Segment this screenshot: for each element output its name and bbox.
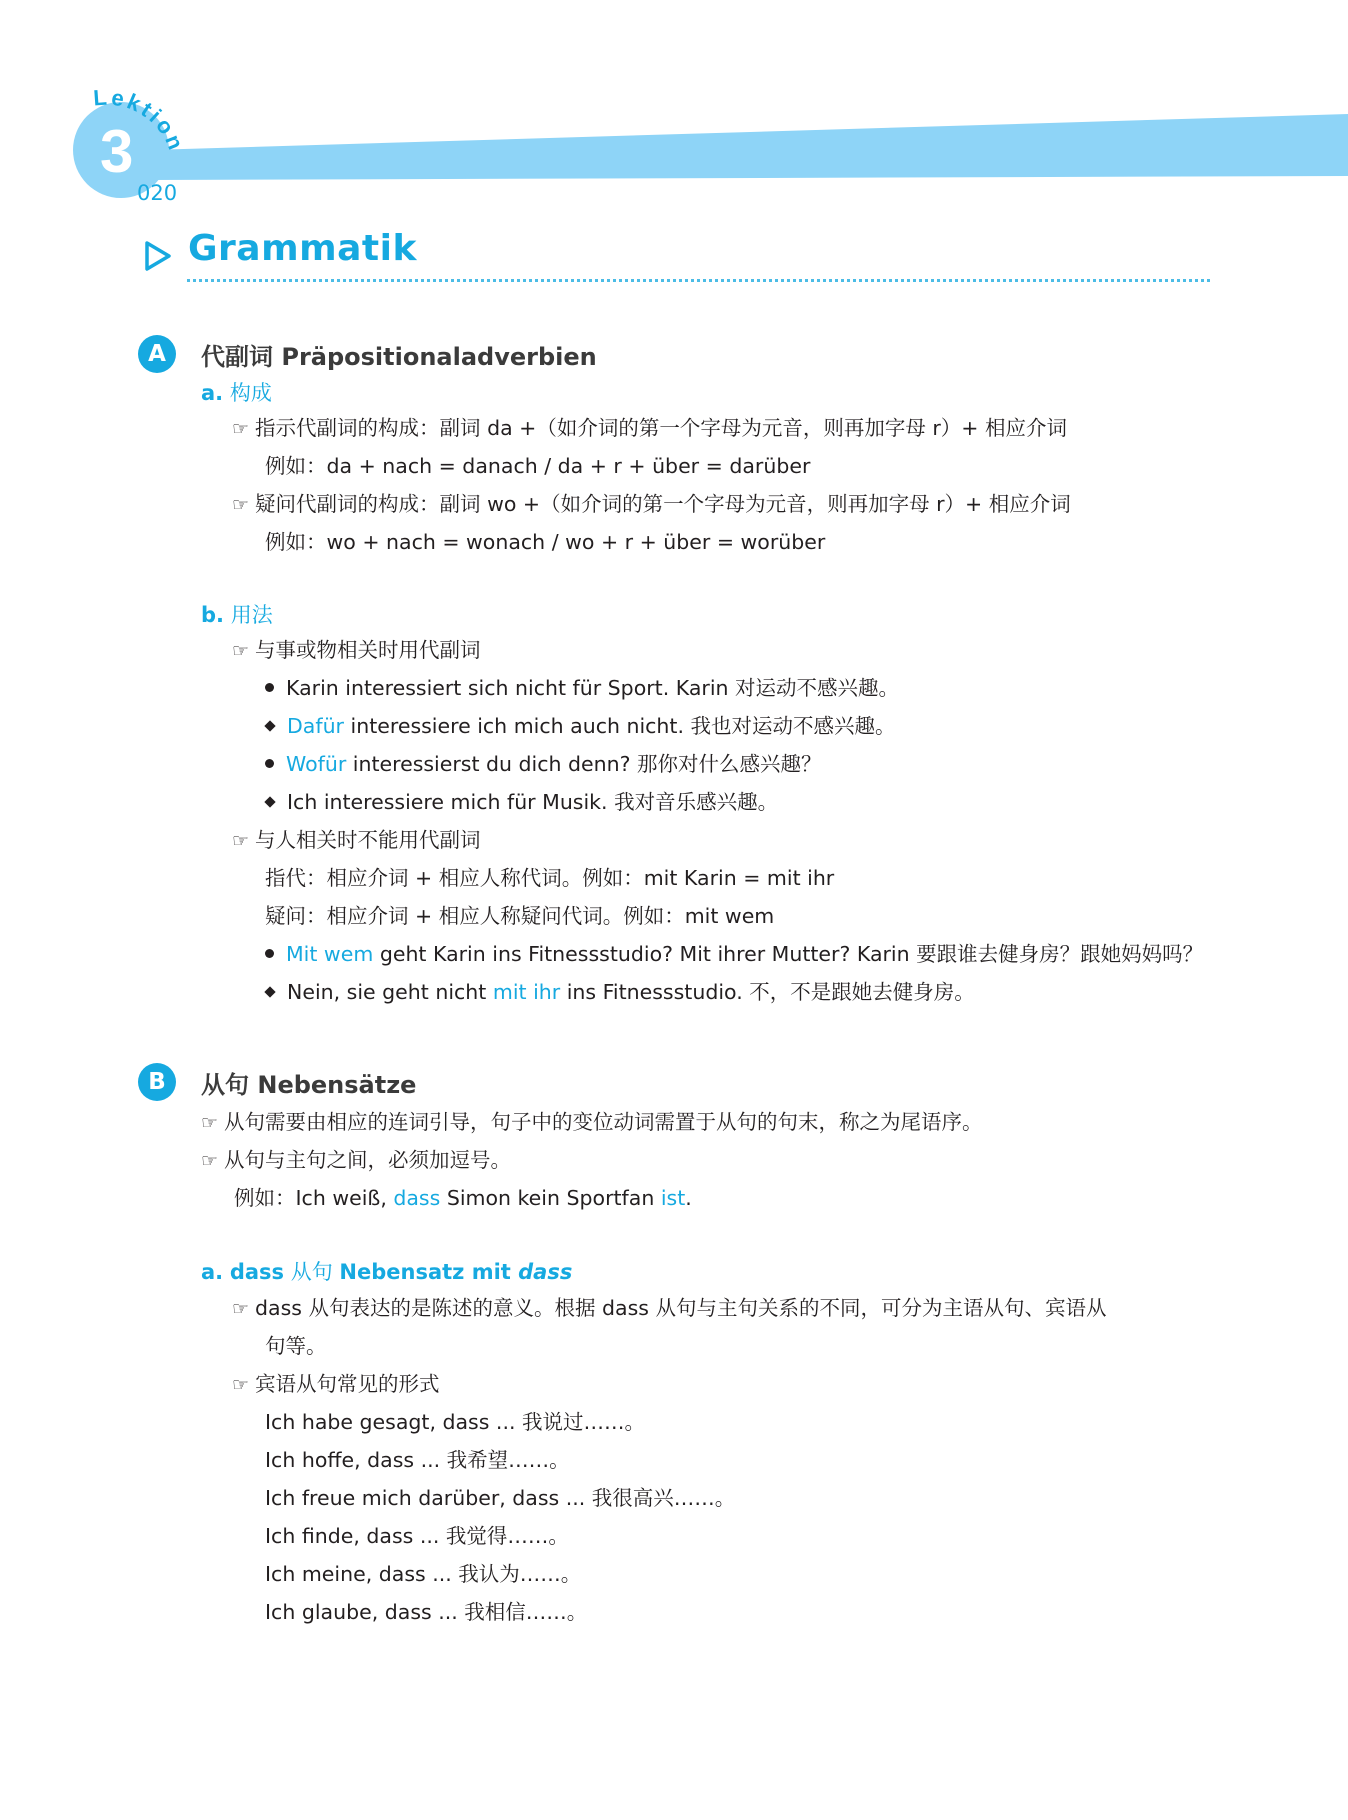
line-text: 疑问代副词的构成：副词 wo +（如介词的第一个字母为元音，则再加字母 r）+ 相应介词 bbox=[255, 492, 1071, 516]
list-item: Ich hoffe, dass ... 我希望……。 bbox=[265, 1448, 570, 1472]
title-divider bbox=[187, 279, 1210, 282]
line-text: Simon kein Sportfan bbox=[440, 1186, 661, 1210]
page-title: Grammatik bbox=[188, 228, 417, 269]
list-item bbox=[232, 416, 1067, 441]
list-item: 疑问：相应介词 + 相应人称疑问代词。例如：mit wem bbox=[265, 904, 775, 928]
list-item: 指代：相应介词 + 相应人称代词。例如：mit Karin = mit ihr bbox=[265, 866, 835, 890]
pointing-hand-icon: ☞ bbox=[201, 1112, 219, 1134]
pointing-hand-icon: ☞ bbox=[232, 830, 250, 852]
section-b-sub-a bbox=[201, 1256, 572, 1286]
line-text: . bbox=[685, 1186, 692, 1210]
line-text: 与事或物相关时用代副词 bbox=[255, 638, 481, 662]
section-a-badge: A bbox=[138, 335, 176, 373]
lesson-header-band bbox=[0, 0, 1348, 200]
example-line bbox=[265, 752, 822, 777]
example-line bbox=[265, 980, 975, 1005]
section-b-badge: B bbox=[138, 1063, 176, 1101]
list-item: 句等。 bbox=[265, 1334, 327, 1358]
line-text: ins Fitnessstudio. 不，不是跟她去健身房。 bbox=[560, 980, 975, 1004]
line-text: geht Karin ins Fitnessstudio? Mit ihrer Mutter? Karin 要跟谁去健身房？跟她妈妈吗？ bbox=[373, 942, 1204, 966]
play-arrow-icon bbox=[144, 240, 172, 272]
sub-letter: a. bbox=[201, 381, 224, 405]
section-a-sub-b bbox=[201, 599, 273, 629]
list-item: 例如：wo + nach = wonach / wo + r + über = worüber bbox=[265, 530, 826, 554]
line-text: 例如：Ich weiß, bbox=[234, 1186, 394, 1210]
bullet-dot-icon bbox=[265, 949, 274, 958]
highlight: ist bbox=[660, 1186, 686, 1210]
example-line bbox=[265, 942, 1203, 967]
sub-label: 构成 bbox=[229, 381, 272, 405]
list-item: Ich freue mich darüber, dass ... 我很高兴……。 bbox=[265, 1486, 736, 1510]
pointing-hand-icon: ☞ bbox=[232, 1374, 250, 1396]
example-line bbox=[265, 714, 896, 739]
bullet-dot-icon bbox=[265, 683, 274, 692]
bullet-diamond-icon bbox=[264, 720, 275, 731]
list-item: Ich finde, dass ... 我觉得……。 bbox=[265, 1524, 569, 1548]
lesson-word-arc bbox=[90, 74, 200, 164]
lesson-word: Lektion bbox=[92, 84, 190, 156]
svg-text:Lektion bbox=[92, 84, 189, 155]
line-text: 指示代副词的构成：副词 da +（如介词的第一个字母为元音，则再加字母 r）+ 相应介词 bbox=[255, 416, 1067, 440]
sub-label: 从句 bbox=[284, 1260, 340, 1284]
list-item bbox=[232, 1372, 440, 1397]
pointing-hand-icon: ☞ bbox=[201, 1150, 219, 1172]
sub-label: dass bbox=[518, 1260, 573, 1284]
section-a-title: 代副词 Präpositionaladverbien bbox=[201, 343, 597, 371]
example-line bbox=[265, 676, 899, 701]
list-item bbox=[232, 492, 1071, 517]
line-text: 从句需要由相应的连词引导，句子中的变位动词需置于从句的句末，称之为尾语序。 bbox=[224, 1110, 983, 1134]
list-item: Ich habe gesagt, dass ... 我说过……。 bbox=[265, 1410, 645, 1434]
list-item bbox=[201, 1148, 511, 1173]
list-item: Ich meine, dass ... 我认为……。 bbox=[265, 1562, 582, 1586]
bullet-diamond-icon bbox=[264, 796, 275, 807]
sub-letter: a. bbox=[201, 1260, 224, 1284]
bullet-dot-icon bbox=[265, 759, 274, 768]
lesson-number: 3 bbox=[100, 118, 134, 185]
line-text: dass 从句表达的是陈述的意义。根据 dass 从句与主句关系的不同，可分为主语从句、宾语从 bbox=[255, 1296, 1107, 1320]
highlight: mit ihr bbox=[492, 980, 561, 1004]
list-item: Ich glaube, dass ... 我相信……。 bbox=[265, 1600, 588, 1624]
highlight: Dafür bbox=[287, 714, 344, 738]
highlight: Mit wem bbox=[286, 942, 374, 966]
sub-letter: b. bbox=[201, 603, 225, 627]
pointing-hand-icon: ☞ bbox=[232, 418, 250, 440]
line-text: Ich interessiere mich für Musik. 我对音乐感兴趣。 bbox=[287, 790, 779, 814]
list-item: 例如：da + nach = danach / da + r + über = darüber bbox=[265, 454, 811, 478]
pointing-hand-icon: ☞ bbox=[232, 640, 250, 662]
line-text: 宾语从句常见的形式 bbox=[255, 1372, 440, 1396]
example-line bbox=[265, 790, 778, 815]
example-line bbox=[234, 1186, 692, 1211]
section-b-title: 从句 Nebensätze bbox=[201, 1071, 417, 1099]
bullet-diamond-icon bbox=[264, 986, 275, 997]
line-text: Karin interessiert sich nicht für Sport. Karin 对运动不感兴趣。 bbox=[286, 676, 900, 700]
highlight: dass bbox=[393, 1186, 441, 1210]
section-a-sub-a bbox=[201, 377, 272, 407]
sub-label: Nebensatz mit bbox=[339, 1260, 519, 1284]
highlight: Wofür bbox=[286, 752, 347, 776]
line-text: interessierst du dich denn? 那你对什么感兴趣？ bbox=[346, 752, 822, 776]
list-item bbox=[232, 638, 481, 663]
pointing-hand-icon: ☞ bbox=[232, 494, 250, 516]
line-text: 与人相关时不能用代副词 bbox=[255, 828, 481, 852]
list-item bbox=[232, 828, 481, 853]
line-text: interessiere ich mich auch nicht. 我也对运动不感兴趣。 bbox=[344, 714, 896, 738]
page-number: 020 bbox=[137, 181, 178, 205]
list-item bbox=[201, 1110, 983, 1135]
list-item bbox=[232, 1296, 1106, 1321]
line-text: Nein, sie geht nicht bbox=[287, 980, 493, 1004]
line-text: 从句与主句之间，必须加逗号。 bbox=[224, 1148, 512, 1172]
sub-label: dass bbox=[229, 1260, 285, 1284]
sub-label: 用法 bbox=[230, 603, 273, 627]
pointing-hand-icon: ☞ bbox=[232, 1298, 250, 1320]
